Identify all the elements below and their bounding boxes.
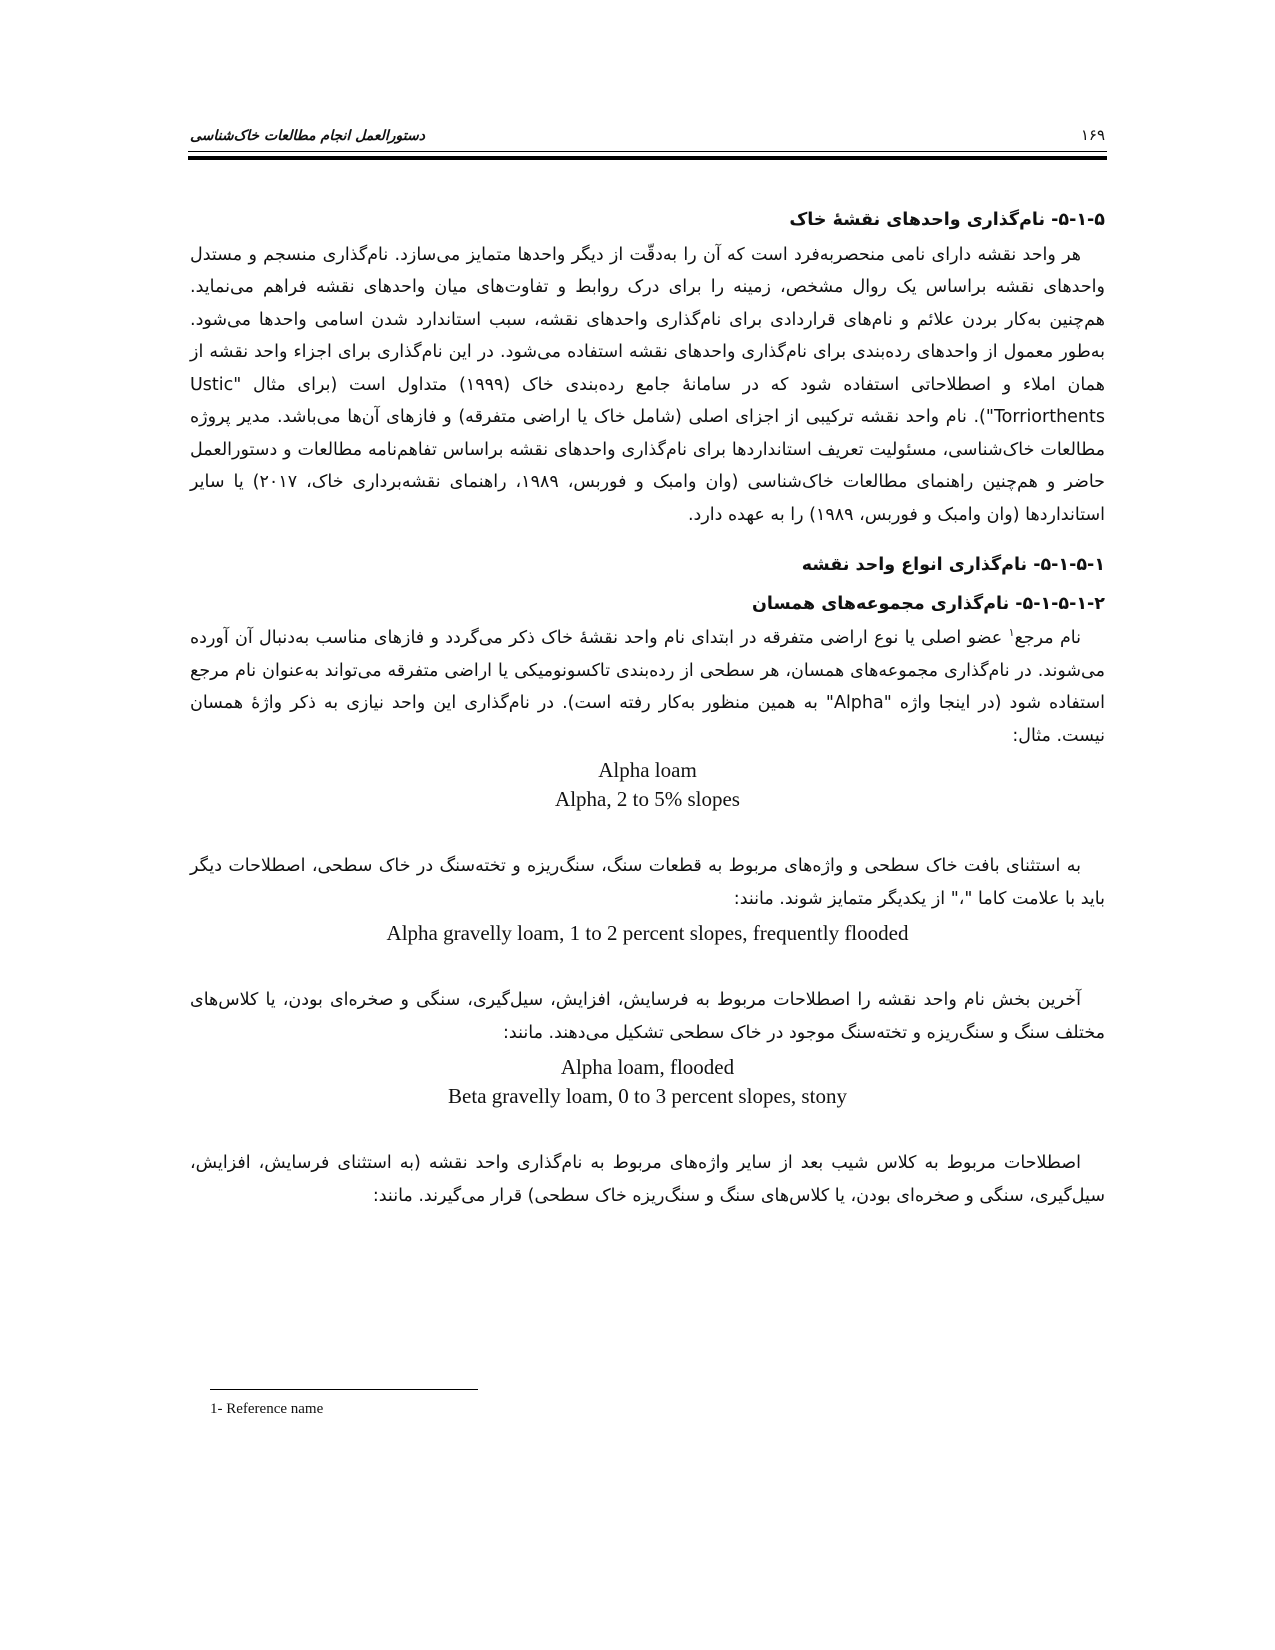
- subsection-heading-1: ۵-۱-۵-۱- نام‌گذاری انواع واحد نقشه: [801, 555, 1105, 575]
- footnote: 1- Reference name: [210, 1401, 324, 1417]
- running-header-title: دستورالعمل انجام مطالعات خاک‌شناسی: [190, 128, 425, 144]
- running-header: [190, 120, 1105, 150]
- header-rule-thin: [188, 151, 1107, 152]
- section-paragraph: هر واحد نقشه دارای نامی منحصربه‌فرد است که آن را به‌دقّت از دیگر واحدها متمایز می‌سازد. نام‌گذاری منسجم و مستدل واحدهای نقشه براساس یک روال مشخص، زمینه را برای درک روابط و تفاوت‌های میان واحدهای نقشه فراهم می‌نماید. هم‌چنین به‌کار بردن علائم و نام‌های قراردادی برای نام‌گذاری واحدهای نقشه، سبب استاندارد شدن اسامی واحدها می‌شود. به‌طور معمول از واحدهای رده‌بندی برای نام‌گذاری واحدهای نقشه استفاده می‌شود. در این نام‌گذاری برای اجزاء واحد نقشه از همان املاء و اصطلاحاتی استفاده شود که در سامانهٔ جامع رده‌بندی خاک (۱۹۹۹) متداول است (برای مثال "Ustic Torriorthents"). نام واحد نقشه ترکیبی از اجزای اصلی (شامل خاک یا اراضی متفرقه) و فازهای آن‌ها می‌باشد. مدیر پروژه مطالعات خاک‌شناسی، مسئولیت تعریف استانداردها برای نام‌گذاری واحدهای نقشه براساس تفاهم‌نامه مطالعات و دستورالعمل حاضر و هم‌چنین راهنمای مطالعات خاک‌شناسی (وان وامبک و فوربس، ۱۹۸۹، راهنمای نقشه‌برداری خاک، ۲۰۱۷) یا سایر استانداردها (وان وامبک و فوربس، ۱۹۸۹) را به عهده دارد.: [190, 244, 1105, 525]
- footnote-marker: ۱: [1008, 626, 1015, 640]
- header-rule-thick: [188, 156, 1107, 160]
- subsection-paragraph-1-rest: عضو اصلی یا نوع اراضی متفرقه در ابتدای نام واحد نقشهٔ خاک ذکر می‌گردد و فازهای مناسب به‌دنبال آن آورده می‌شوند. در نام‌گذاری مجموعه‌های همسان، هر سطحی از رده‌بندی تاکسونومیکی یا اراضی متفرقه می‌تواند به‌عنوان نام مرجع استفاده شود (در اینجا واژه "Alpha" به همین منظور به‌کار رفته است). در نام‌گذاری این واحد نیازی به ذکر واژهٔ همسان نیست. مثال:: [190, 628, 1105, 746]
- example-line: Alpha, 2 to 5% slopes: [555, 787, 740, 811]
- section-heading: ۵-۱-۵- نام‌گذاری واحدهای نقشهٔ خاک: [789, 210, 1105, 230]
- subsection-paragraph-2: به استثنای بافت خاک سطحی و واژه‌های مربوط به قطعات سنگ، سنگ‌ریزه و تخته‌سنگ در خاک سطحی، اصطلاحات دیگر باید با علامت کاما "،" از یکدیگر متمایز شوند. مانند:: [190, 856, 1105, 909]
- body-text: [190, 200, 1105, 1212]
- example-line: Alpha loam: [598, 758, 697, 782]
- footnote-rule: [210, 1389, 478, 1390]
- example-line: Alpha gravelly loam, 1 to 2 percent slopes, frequently flooded: [386, 921, 909, 945]
- subsection-paragraph-1: [190, 622, 1105, 752]
- subsection-paragraph-4: اصطلاحات مربوط به کلاس شیب بعد از سایر واژه‌های مربوط به نام‌گذاری واحد نقشه (به استثنای فرسایش، افزایش، سیل‌گیری، سنگی و صخره‌ای بودن، یا کلاس‌های سنگ و سنگ‌ریزه خاک سطحی) قرار می‌گیرند. مانند:: [190, 1153, 1105, 1206]
- subsection-paragraph-3: آخرین بخش نام واحد نقشه را اصطلاحات مربوط به فرسایش، افزایش، سیل‌گیری، سنگی و صخره‌ای بودن، یا کلاس‌های مختلف سنگ و سنگ‌ریزه و تخته‌سنگ موجود در خاک سطحی تشکیل می‌دهند. مانند:: [190, 990, 1105, 1043]
- page-number: ۱۶۹: [1080, 126, 1105, 144]
- example-line: Alpha loam, flooded: [560, 1055, 735, 1079]
- reference-name-text: نام مرجع: [1014, 628, 1081, 648]
- example-line: Beta gravelly loam, 0 to 3 percent slopes, stony: [448, 1084, 847, 1108]
- subsection-heading-2: ۵-۱-۵-۱-۲- نام‌گذاری مجموعه‌های همسان: [751, 593, 1105, 614]
